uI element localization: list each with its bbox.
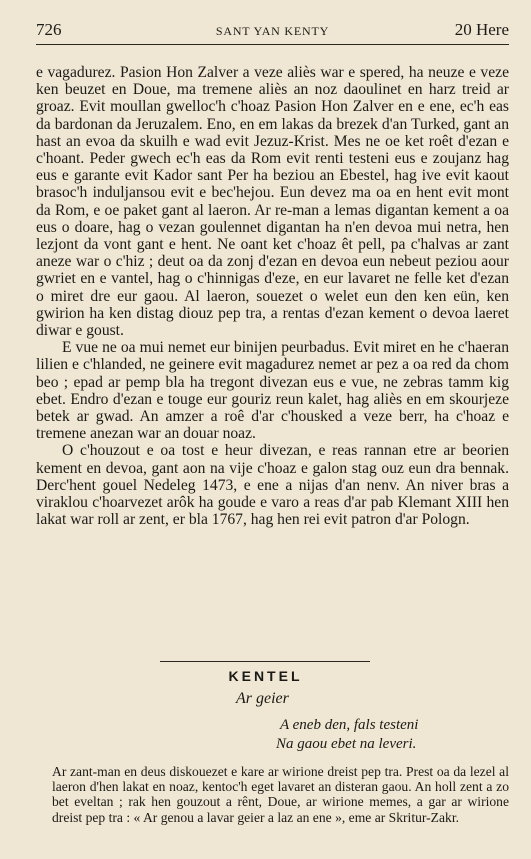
verse-block <box>276 716 418 754</box>
paragraph: e vagadurez. Pasion Hon Zalver a veze aliès war e spered, ha neuze e veze ken beuzet en Doue, ma tremene aliès an noz daoulinet en harz treid ar groaz. Evit moullan gwelloc'h c'hoaz Pasion Hon Zalver en e ene, ec'h eas da bardonan da Jeruzalem. Eno, en em lakas da brezek d'an Turked, gant an hast an evoa da skuilh e wad evit Jezuz-Krist. Mes ne oe ket roêt d'ezan e c'hoant. Peder gwech ec'h eas da Rom evit renti testeni eus e zoujanz hag eus e garante evit Kador sant Per ha beziou an Ebestel, hag ive evit kaout brasoc'h induljansou evit e bec'hejou. Eun devez ma oa en hent evit mont da Rom, e oe paket gant al laeron. Ar re-man a lemas digantan kement a oa eus o doare, hag o vezan goulennet digantan ha n'en devoa mui netra, hen lezjont da vont gant e hent. Ne oant ket c'hoaz êt pell, pa c'halvas ar zant aneze war o c'hiz ; deut oa da zonj d'ezan en devoa eun nebeut peziou aour gwriet en e vantel, hag o c'hinnigas d'eze, en eur lavaret ne felle ket d'ezan o miret dre eur gaou. Al laeron, souezet o welet eun den ken eün, ken gwirion ha ken distag diouz pep tra, a rentas d'ezan kement o devoa laeret diwar e goust. <box>36 64 509 340</box>
lesson-paragraph: Ar zant-man en deus diskouezet e kare ar wirione dreist pep tra. Prest oa da lezel al laeron d'hen lakat en noaz, kentoc'h eget lavaret an disteran gaou. An holl zent a zo bet eveltan ; rak hen gouzout a rênt, Doue, ar wirione memes, a gar ar wirione dreist pep tra : « Ar genou a lavar geier a laz an ene », eme ar Skritur-Zakr. <box>52 764 509 825</box>
page-number: 726 <box>36 20 62 39</box>
section-divider <box>160 661 370 662</box>
section-subtitle: Ar geier <box>236 690 289 707</box>
verse-line: Na gaou ebet na leveri. <box>276 736 417 752</box>
running-title: SANT YAN KENTY <box>215 24 330 38</box>
section-heading: KENTEL <box>228 668 303 684</box>
verse-line: A eneb den, fals testeni <box>280 717 419 733</box>
paragraph: E vue ne oa mui nemet eur binijen peurbadus. Evit miret en he c'haeran lilien e c'hlanded, ne geinere evit magadurez nemet ar pez a oa red da chom beo ; epad ar pemp bla ha tregont divezan eus e vue, ne zebras tamm kig ebet. Endro d'ezan e touge eur gouriz reun kalet, hag aliès en em skourjeze betek ar gwad. An amzer a roê d'ar c'housked a veze berr, ha c'hoaz e tremene anezan war an douar noaz. <box>36 339 509 443</box>
paragraph: O c'houzout e oa tost e heur divezan, e reas rannan etre ar beorien kement en devoa, gant aon na vije c'hoaz e galon stag ouz eun dra bennak. Derc'hent gouel Nedeleg 1473, e ene a nijas d'an nenv. An niver bras a viraklou c'hoarvezet arôk ha goude e varo a reas d'ar pab Klemant XIII hen lakat war roll ar zent, er bla 1767, hag hen rei evit patron d'ar Pologn. <box>36 442 509 529</box>
main-text <box>36 64 509 528</box>
running-header <box>36 18 509 45</box>
date-marker: 20 Here <box>454 20 509 39</box>
lesson-text <box>52 764 509 825</box>
